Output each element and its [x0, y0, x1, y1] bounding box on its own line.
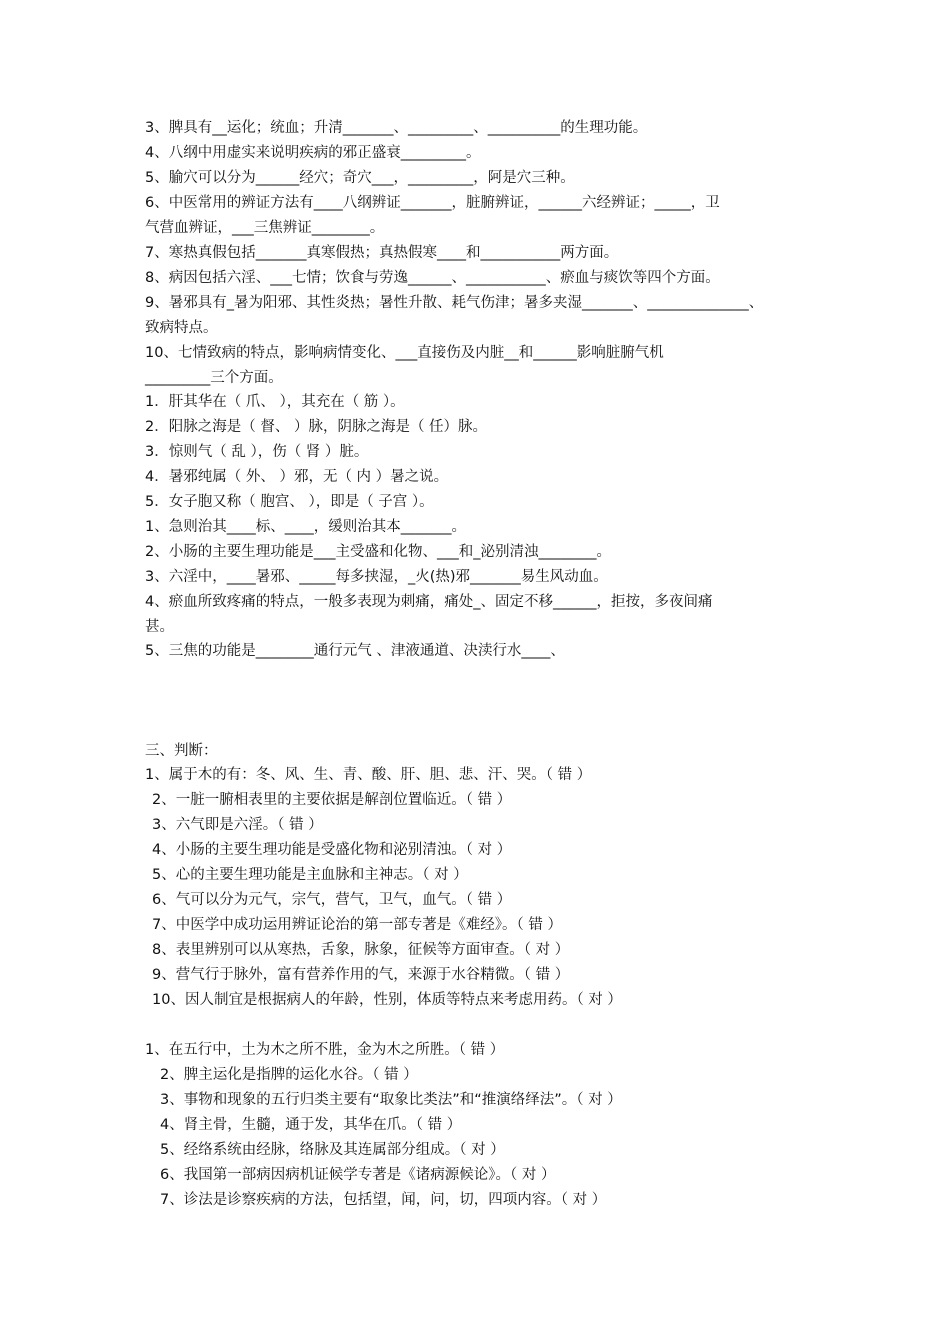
fill-in-line: _________三个方面。	[145, 370, 283, 386]
judge-item: 4、肾主骨，生髓，通于发，其华在爪。（ 错 ）	[160, 1117, 462, 1133]
section-title: 三、判断：	[145, 743, 218, 759]
judge-item: 6、我国第一部病因病机证候学专著是《诸病源候论》。（ 对 ）	[160, 1167, 556, 1183]
judge-item: 6、气可以分为元气，宗气，营气，卫气，血气。（ 错 ）	[152, 892, 512, 908]
fill-in-line: 8、病因包括六淫、___七情；饮食与劳逸______、___________、瘀血与痰饮等四个方面。	[145, 270, 720, 286]
judge-item: 5、心的主要生理功能是主血脉和主神志。（ 对 ）	[152, 867, 468, 883]
fill-in-line: 4、瘀血所致疼痛的特点，一般多表现为刺痛，痛处_、固定不移______，拒按，多夜间痛	[145, 594, 713, 610]
fill-in-line: 致病特点。	[145, 320, 218, 336]
judge-item: 2、一脏一腑相表里的主要依据是解剖位置临近。（ 错 ）	[152, 792, 512, 808]
fill-in-line: 甚。	[145, 619, 174, 635]
judge-item: 7、中医学中成功运用辨证论治的第一部专著是《难经》。（ 错 ）	[152, 917, 562, 933]
fill-in-line: 10、七情致病的特点，影响病情变化、___直接伤及内脏__和______影响脏腑气机	[145, 345, 664, 361]
judge-item: 9、营气行于脉外，富有营养作用的气，来源于水谷精微。（ 错 ）	[152, 967, 570, 983]
fill-in-line: 7、寒热真假包括_______真寒假热；真热假寒____和___________两方面。	[145, 245, 619, 261]
fill-in-line: 4．暑邪纯属（ 外、 ）邪，无（ 内 ）暑之说。	[145, 469, 449, 485]
judge-item: 5、经络系统由经脉，络脉及其连属部分组成。（ 对 ）	[160, 1142, 505, 1158]
fill-in-line: 9、暑邪具有_暑为阳邪、其性炎热；暑性升散、耗气伤津；暑多夹湿_______、______________、	[145, 295, 764, 311]
fill-in-line: 5、腧穴可以分为______经穴；奇穴___，_________，阿是穴三种。	[145, 170, 575, 186]
judge-item: 7、诊法是诊察疾病的方法，包括望，闻，问，切，四项内容。（ 对 ）	[160, 1192, 607, 1208]
fill-in-line: 气营血辨证，___三焦辨证________。	[145, 220, 385, 236]
fill-in-line: 3．惊则气（ 乱 ），伤（ 肾 ）脏。	[145, 444, 369, 460]
fill-in-line: 6、中医常用的辨证方法有____八纲辨证_______，脏腑辨证，______六经辨证；_____，卫	[145, 195, 720, 211]
judge-item: 10、因人制宜是根据病人的年龄，性别，体质等特点来考虑用药。（ 对 ）	[152, 992, 622, 1008]
fill-in-line: 1．肝其华在（ 爪、 ），其充在（ 筋 ）。	[145, 394, 405, 410]
fill-in-line: 5．女子胞又称（ 胞宫、 ），即是（ 子宫 ）。	[145, 494, 434, 510]
fill-in-line: 3、脾具有__运化；统血；升清_______、_________、__________的生理功能。	[145, 120, 648, 136]
judge-item: 1、属于木的有：冬、风、生、青、酸、肝、胆、悲、汗、哭。（ 错 ）	[145, 767, 592, 783]
judge-item: 8、表里辨别可以从寒热，舌象，脉象，征候等方面审查。（ 对 ）	[152, 942, 570, 958]
fill-in-line: 5、三焦的功能是________通行元气 、津液通道、决渎行水____、	[145, 643, 565, 659]
judge-item: 4、小肠的主要生理功能是受盛化物和泌别清浊。（ 对 ）	[152, 842, 512, 858]
fill-in-line: 2．阳脉之海是（ 督、 ）脉，阴脉之海是（ 任）脉。	[145, 419, 488, 435]
fill-in-line: 2、小肠的主要生理功能是___主受盛和化物、___和_泌别清浊________。	[145, 544, 611, 560]
judge-item: 3、事物和现象的五行归类主要有“取象比类法”和“推演络绎法”。（ 对 ）	[160, 1092, 622, 1108]
judge-item: 3、六气即是六淫。（ 错 ）	[152, 817, 323, 833]
fill-in-line: 1、急则治其____标、____，缓则治其本_______。	[145, 519, 466, 535]
fill-in-line: 3、六淫中，____暑邪、_____每多挟湿，_火(热)邪_______易生风动血。	[145, 569, 608, 585]
judge-item: 2、脾主运化是指脾的运化水谷。（ 错 ）	[160, 1067, 418, 1083]
fill-in-line: 4、八纲中用虚实来说明疾病的邪正盛衰_________。	[145, 145, 481, 161]
judge-item: 1、在五行中，土为木之所不胜，金为木之所胜。（ 错 ）	[145, 1042, 505, 1058]
